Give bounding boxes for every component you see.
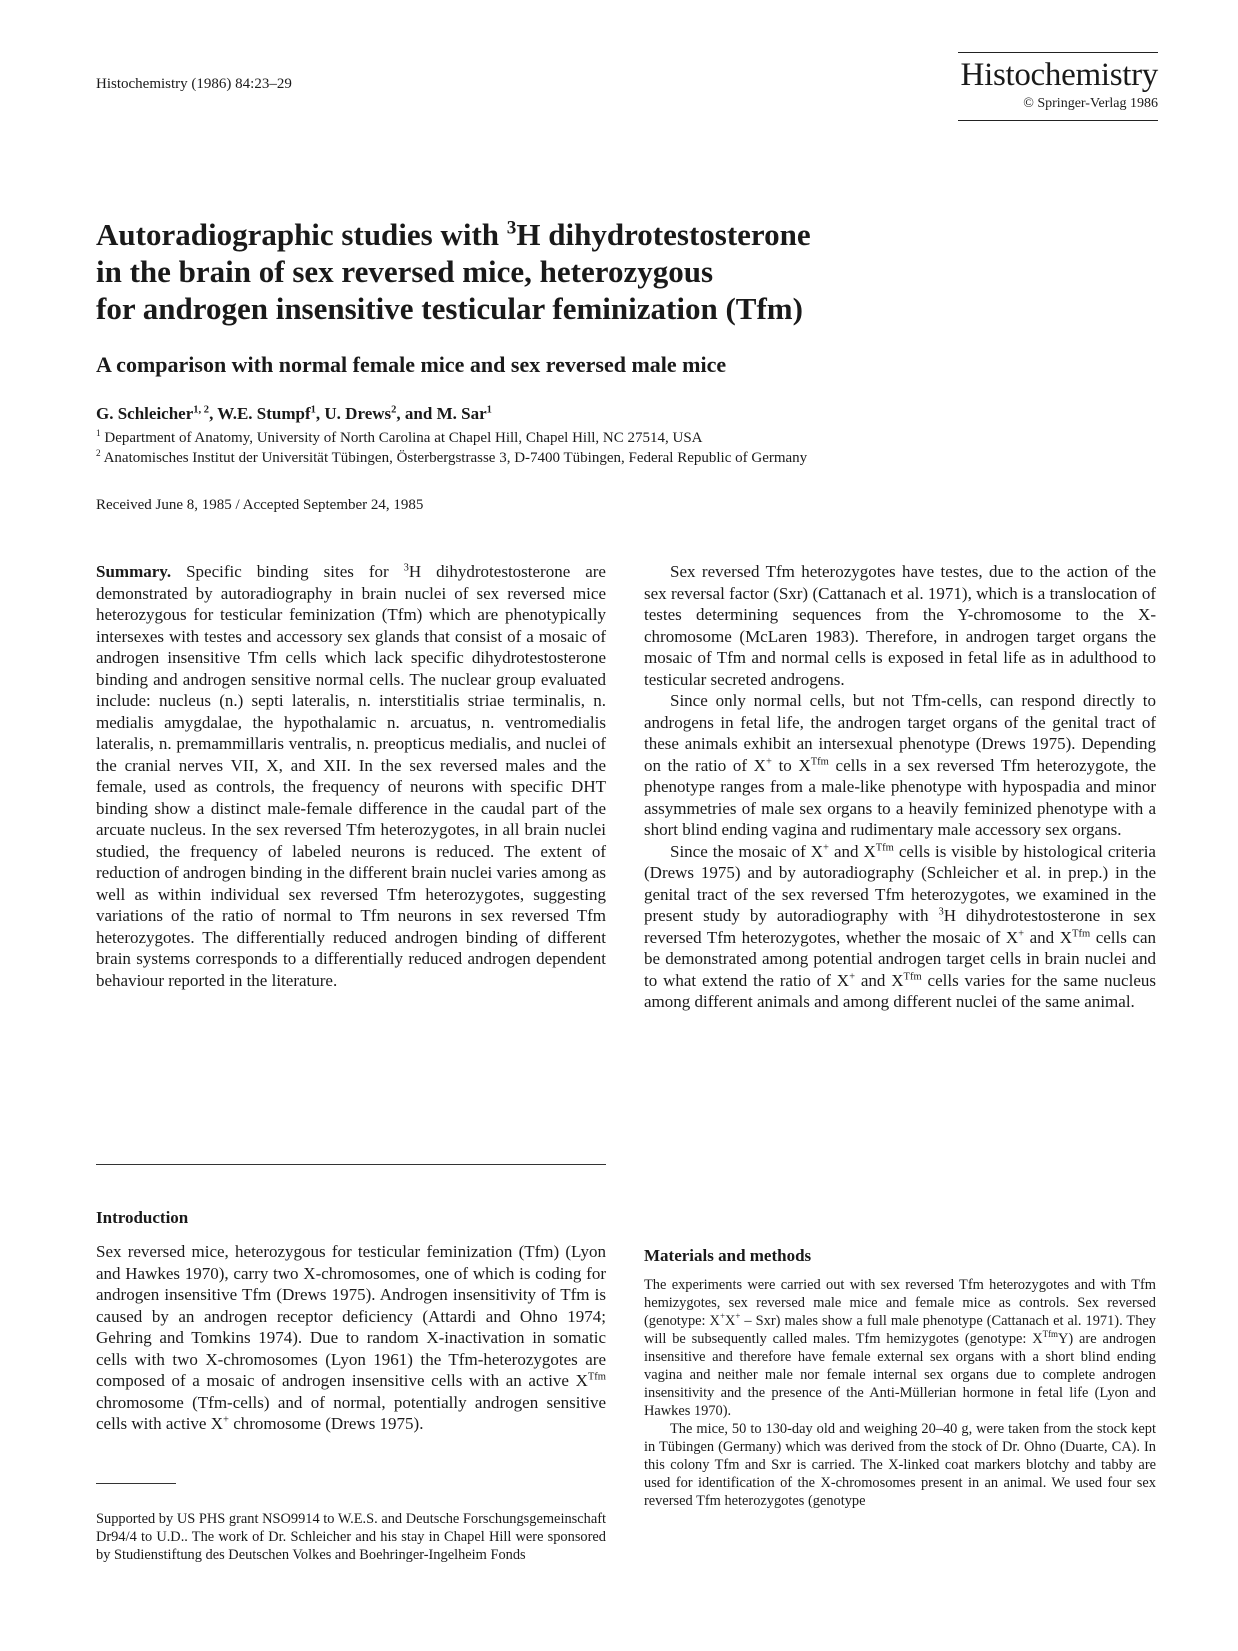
journal-reference: Histochemistry (1986) 84:23–29 <box>96 76 292 92</box>
summary-block: Summary. Specific binding sites for $^3$H dihydrotestosterone are demonstrated by autoradiography in brain nuclei of sex reversed mice heterozygous for testicular feminization (Tfm) which are phenotypically intersexes with testes and accessory sex glands that consist of a mosaic of androgen insensitive Tfm cells which lack specific dihydrotestosterone binding and androgen sensitive normal cells. The nuclear group evaluated include: nucleus (n.) septi lateralis, n. interstitialis striae terminalis, n. medialis amygdalae, the hypothalamic n. arcuatus, n. ventromedialis lateralis, n. premammillaris ventralis, n. preopticus medialis, and nuclei of the cranial nerves VII, X, and XII. In the sex reversed males and the female, used as controls, the frequency of neurons with specific DHT binding show a distinct male-female difference in the caudal part of the arcuate nucleus. In the sex reversed Tfm heterozygotes, in all brain nuclei studied, the frequency of labeled neurons is reduced. The extent of reduction of androgen binding in the different brain nuclei varies among as well as within individual sex reversed Tfm heterozygotes, suggesting variations of the ratio of normal to Tfm neurons in sex reversed Tfm heterozygotes. The differentially reduced androgen binding of different brain systems corresponds to a differentially reduced androgen dependent behaviour reported in the literature. <box>96 562 606 990</box>
paragraph-aim: Since the mosaic of X+ and $X^{Tfm}$ cells is visible by histological criteria (Drews 1975) and by autoradiography (Schleicher et al. in prep.) in the genital tract of the sex reversed Tfm heterozygotes, we examined in the present study by autoradiography with $^3$H dihydrotestosterone in sex reversed Tfm heterozygotes, whether the mosaic of X+ and $X^{Tfm}$ cells can be demonstrated among potential androgen target cells in brain nuclei and to what extend the ratio of X+ and $X^{Tfm}$ cells varies for the same nucleus among different animals and among different nuclei of the same animal. <box>644 841 1156 1011</box>
title-line-2: in the brain of sex reversed mice, heterozygous <box>96 254 714 289</box>
title-line-1: Autoradiographic studies with $^3$H dihydrotestosterone <box>96 217 811 252</box>
paper-title <box>96 216 1146 327</box>
journal-brand-title: Histochemistry <box>960 57 1158 93</box>
footnote-divider <box>96 1483 176 1484</box>
intro-continuation <box>644 561 1156 1013</box>
introduction-text: Sex reversed mice, heterozygous for testicular feminization (Tfm) (Lyon and Hawkes 1970), carry two X-chromosomes, one of which is coding for androgen insensitive Tfm (Drews 1975). Androgen insensitivity of Tfm is caused by an androgen receptor deficiency (Attardi and Ohno 1974; Gehring and Tomkins 1974). Due to random X-inactivation in somatic cells with two X-chromosomes (Lyon 1961) the Tfm-heterozygotes are composed of a mosaic of androgen insensitive cells with an active $X^{Tfm}$ chromosome (Tfm-cells) and of normal, potentially androgen sensitive cells with active X+ chromosome (Drews 1975). <box>96 1242 606 1433</box>
summary-label: Summary. <box>96 562 172 581</box>
paragraph-phenotype: Since only normal cells, but not Tfm-cells, can respond directly to androgens in fetal life, the androgen target organs of the genital tract of these animals exhibit an intersexual phenotype (Drews 1975). Depending on the ratio of X+ to $X^{Tfm}$ cells in a sex reversed Tfm heterozygote, the phenotype ranges from a male-like phenotype with hypospadia and minor assymmetries of male sex organs to a heavily feminized phenotype with a short blind ending vagina and rudimentary male accessory sex organs. <box>644 691 1157 839</box>
methods-paragraph-2: The mice, 50 to 130-day old and weighing 20–40 g, were taken from the stock kept in Tübingen (Germany) which was derived from the stock of Dr. Ohno (Duarte, CA). In this colony Tfm and Sxr is carried. The X-linked coat markers blotchy and tabby are used for identification of the X-chromosomes present in an animal. We used four sex reversed Tfm heterozygotes (genotype <box>644 1421 1156 1509</box>
brand-rule-bottom <box>958 120 1158 121</box>
introduction-heading: Introduction <box>96 1208 189 1227</box>
title-line-3: for androgen insensitive testicular feminization (Tfm) <box>96 291 803 326</box>
paragraph-sxr: Sex reversed Tfm heterozygotes have testes, due to the action of the sex reversal factor (Sxr) (Cattanach et al. 1971), which is a translocation of testes determining sequences from the Y-chromosome to the X-chromosome (McLaren 1983). Therefore, in androgen target organs the mosaic of Tfm and normal cells is exposed in fetal life as in adulthood to testicular secreted androgens. <box>644 562 1156 689</box>
author-list: G. Schleicher$^{1, 2}$, W.E. Stumpf$^1$, U. Drews$^2$, and M. Sar$^1$ <box>96 404 492 423</box>
funding-footnote: Supported by US PHS grant NSO9914 to W.E.S. and Deutsche Forschungsgemeinschaft Dr94/4 to U.D.. The work of Dr. Schleicher and his stay in Chapel Hill were sponsored by Studienstiftung des Deutschen Volkes and Boehringer-Ingelheim Fonds <box>96 1511 606 1563</box>
methods-paragraph-1: The experiments were carried out with sex reversed Tfm heterozygotes and with Tfm hemizygotes, sex reversed male mice and female mice as controls. Sex reversed (genotype: X+X+ – Sxr) males show a full male phenotype (Cattanach et al. 1971). They will be subsequently called males. Tfm hemizygotes (genotype: $X^{Tfm}Y$) are androgen insensitive and therefore have female external sex organs with a short blind ending vagina and neither male nor female internal sex organs due to complete androgen insensitivity and the presence of the Anti-Müllerian hormone in fetal life (Lyon and Hawkes 1970). <box>644 1277 1157 1419</box>
affiliation-2: $^2$ Anatomisches Institut der Universität Tübingen, Österbergstrasse 3, D-7400 Tübingen, Federal Republic of Germany <box>96 449 808 466</box>
methods-heading: Materials and methods <box>644 1246 812 1265</box>
journal-copyright: © Springer-Verlag 1986 <box>1023 96 1158 111</box>
received-dates: Received June 8, 1985 / Accepted September 24, 1985 <box>96 497 424 513</box>
affiliation-1: $^1$ Department of Anatomy, University of North Carolina at Chapel Hill, Chapel Hill, NC 27514, USA <box>96 429 703 446</box>
paper-subtitle: A comparison with normal female mice and sex reversed male mice <box>96 352 727 377</box>
brand-rule-top <box>958 52 1158 53</box>
methods-text <box>644 1276 1156 1510</box>
summary-divider <box>96 1164 606 1165</box>
journal-brand <box>958 52 1158 121</box>
